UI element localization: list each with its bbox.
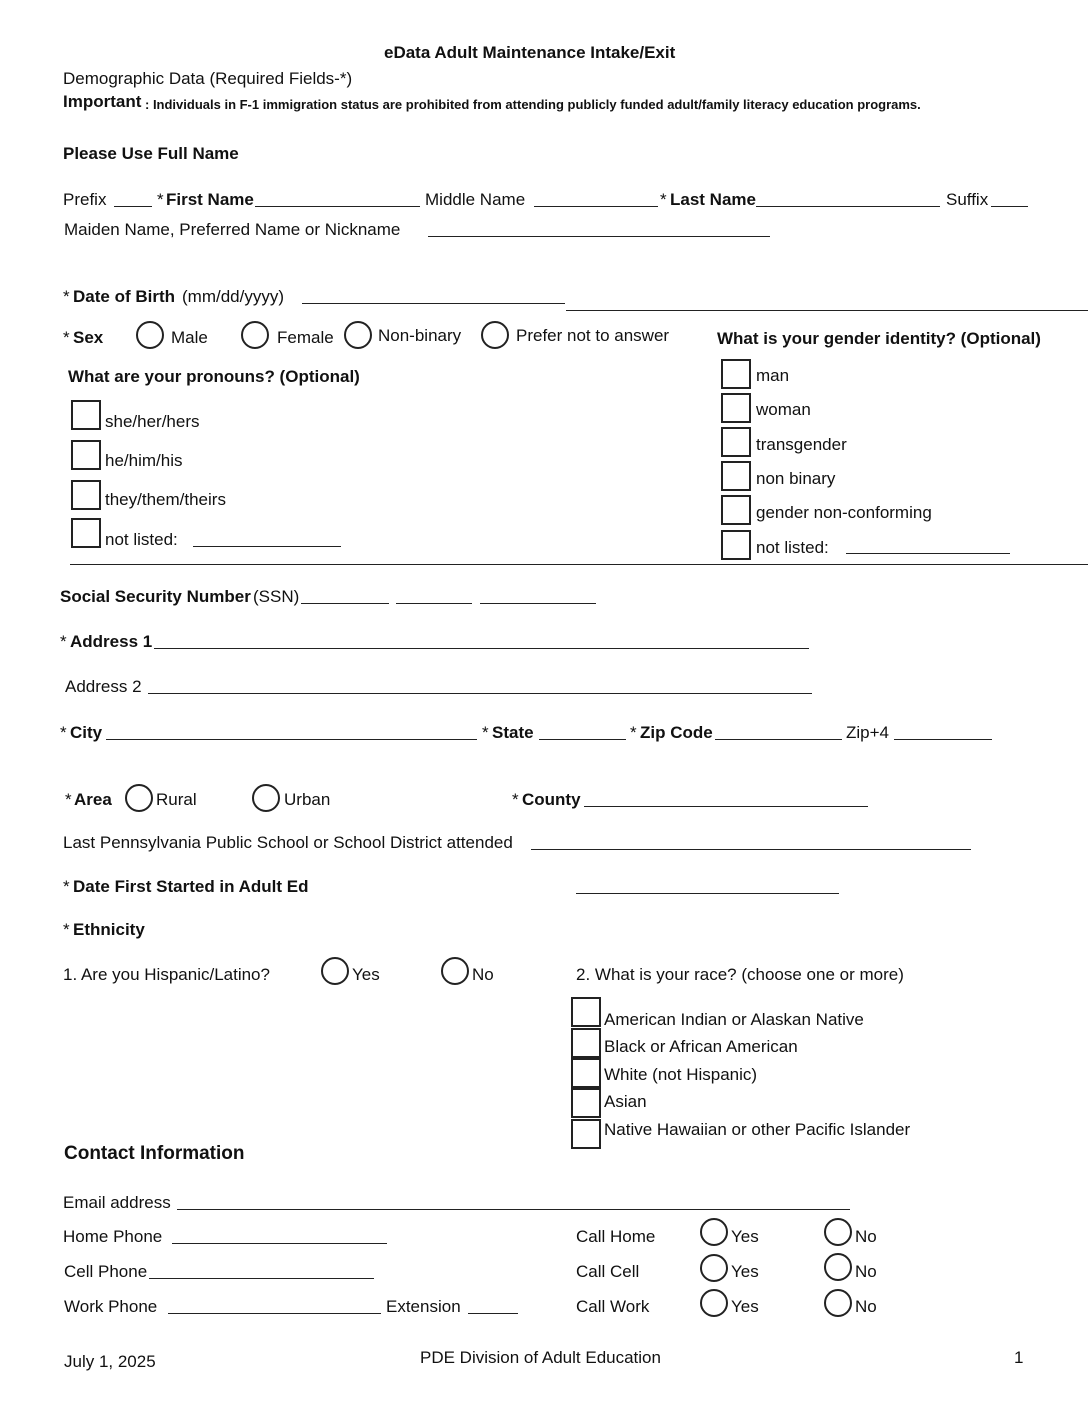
gender-not-listed-checkbox[interactable] <box>721 530 751 560</box>
address2-label: Address 2 <box>65 677 142 696</box>
important-label: Important <box>63 92 142 111</box>
gender-nonbinary-checkbox[interactable] <box>721 461 751 491</box>
call-home-yes-radio[interactable] <box>700 1218 728 1246</box>
area-urban-label: Urban <box>284 790 331 809</box>
maiden-name-label: Maiden Name, Preferred Name or Nickname <box>64 220 401 239</box>
middle-name-label: Middle Name <box>425 190 526 209</box>
address1-label: Address 1 <box>70 632 153 651</box>
pronoun-they-label: they/them/theirs <box>105 490 226 509</box>
race-black-label: Black or African American <box>604 1037 798 1056</box>
suffix-label: Suffix <box>946 190 989 209</box>
divider <box>566 310 1088 311</box>
zip-label: Zip Code <box>640 723 713 742</box>
race-white-label: White (not Hispanic) <box>604 1065 758 1084</box>
ssn-label: Social Security Number <box>60 587 251 606</box>
sex-female-label: Female <box>277 328 334 347</box>
pronouns-heading: What are your pronouns? (Optional) <box>68 367 360 386</box>
call-cell-no-label: No <box>855 1262 877 1281</box>
gender-not-listed-label: not listed: <box>756 538 829 557</box>
first-name-field[interactable] <box>255 206 420 207</box>
gender-nonconforming-checkbox[interactable] <box>721 495 751 525</box>
state-field[interactable] <box>539 739 626 740</box>
call-cell-yes-label: Yes <box>731 1262 759 1281</box>
work-phone-label: Work Phone <box>64 1297 158 1316</box>
race-american-indian-label: American Indian or Alaskan Native <box>604 1010 864 1029</box>
hispanic-question: 1. Are you Hispanic/Latino? <box>63 965 270 984</box>
pronoun-he-checkbox[interactable] <box>71 440 101 470</box>
sex-nonbinary-label: Non-binary <box>378 326 462 345</box>
gender-man-label: man <box>756 366 790 385</box>
address2-field[interactable] <box>148 693 812 694</box>
page-number: 1 <box>1014 1348 1024 1367</box>
school-label: Last Pennsylvania Public School or School District attended <box>63 833 513 852</box>
race-asian-checkbox[interactable] <box>571 1088 601 1118</box>
gender-transgender-label: transgender <box>756 435 847 454</box>
gender-heading: What is your gender identity? (Optional) <box>717 329 1041 348</box>
footer-org: PDE Division of Adult Education <box>420 1348 661 1367</box>
zip4-field[interactable] <box>894 739 992 740</box>
suffix-field[interactable] <box>991 206 1028 207</box>
state-label: State <box>492 723 534 742</box>
date-started-field[interactable] <box>576 893 839 894</box>
race-american-indian-checkbox[interactable] <box>571 997 601 1027</box>
pronoun-not-listed-label: not listed: <box>105 530 178 549</box>
last-name-label: Last Name <box>670 190 756 209</box>
last-name-field[interactable] <box>756 206 940 207</box>
sex-female-radio[interactable] <box>241 321 269 349</box>
ssn-part3-field[interactable] <box>480 603 596 604</box>
pronoun-they-checkbox[interactable] <box>71 480 101 510</box>
gender-man-checkbox[interactable] <box>721 359 751 389</box>
gender-woman-checkbox[interactable] <box>721 393 751 423</box>
call-work-yes-radio[interactable] <box>700 1289 728 1317</box>
first-name-label: First Name <box>166 190 254 209</box>
race-question: 2. What is your race? (choose one or more) <box>576 965 904 984</box>
call-cell-no-radio[interactable] <box>824 1253 852 1281</box>
form-title: eData Adult Maintenance Intake/Exit <box>384 43 676 62</box>
ethnicity-label: Ethnicity <box>73 920 145 939</box>
county-label: County <box>522 790 581 809</box>
pronoun-not-listed-field[interactable] <box>193 546 341 547</box>
gender-transgender-checkbox[interactable] <box>721 427 751 457</box>
sex-star: * <box>63 328 70 347</box>
maiden-name-field[interactable] <box>428 236 770 237</box>
sex-male-radio[interactable] <box>136 321 164 349</box>
dob-star: * <box>63 287 70 306</box>
gender-nonbinary-label: non binary <box>756 469 836 488</box>
pronoun-she-checkbox[interactable] <box>71 400 101 430</box>
area-rural-label: Rural <box>156 790 197 809</box>
home-phone-label: Home Phone <box>63 1227 163 1246</box>
ssn-part2-field[interactable] <box>396 603 472 604</box>
pronoun-not-listed-checkbox[interactable] <box>71 518 101 548</box>
date-started-star: * <box>63 877 70 896</box>
county-star: * <box>512 790 519 809</box>
address1-star: * <box>60 632 67 651</box>
date-started-label: Date First Started in Adult Ed <box>73 877 309 896</box>
county-field[interactable] <box>584 806 868 807</box>
work-phone-field[interactable] <box>168 1313 381 1314</box>
prefix-label: Prefix <box>63 190 107 209</box>
race-black-checkbox[interactable] <box>571 1028 601 1058</box>
cell-phone-label: Cell Phone <box>64 1262 148 1281</box>
area-star: * <box>65 790 72 809</box>
race-white-checkbox[interactable] <box>571 1058 601 1088</box>
zip4-label: Zip+4 <box>846 723 889 742</box>
state-star: * <box>482 723 489 742</box>
school-field[interactable] <box>531 849 971 850</box>
call-cell-label: Call Cell <box>576 1262 640 1281</box>
sex-prefer-not-label: Prefer not to answer <box>516 326 670 345</box>
form-subtitle: Demographic Data (Required Fields-*) <box>63 69 353 88</box>
sex-nonbinary-radio[interactable] <box>344 321 372 349</box>
home-phone-field[interactable] <box>172 1243 387 1244</box>
dob-field[interactable] <box>302 303 565 304</box>
address1-field[interactable] <box>154 648 809 649</box>
divider <box>70 564 1088 565</box>
email-label: Email address <box>63 1193 171 1212</box>
call-home-label: Call Home <box>576 1227 656 1246</box>
extension-field[interactable] <box>468 1313 518 1314</box>
important-notice: : Individuals in F-1 immigration status are prohibited from attending publicly funded adult/family literacy education programs. <box>145 97 921 112</box>
email-field[interactable] <box>177 1209 850 1210</box>
pronoun-she-label: she/her/hers <box>105 412 200 431</box>
call-work-no-label: No <box>855 1297 877 1316</box>
area-urban-radio[interactable] <box>252 784 280 812</box>
ethnicity-star: * <box>63 920 70 939</box>
gender-nonconforming-label: gender non-conforming <box>756 503 932 522</box>
call-home-yes-label: Yes <box>731 1227 759 1246</box>
race-asian-label: Asian <box>604 1092 647 1111</box>
call-home-no-label: No <box>855 1227 877 1246</box>
sex-male-label: Male <box>171 328 208 347</box>
sex-prefer-not-radio[interactable] <box>481 321 509 349</box>
ssn-part1-field[interactable] <box>301 603 389 604</box>
cell-phone-field[interactable] <box>149 1278 374 1279</box>
zip-star: * <box>630 723 637 742</box>
ssn-abbr: (SSN) <box>253 587 300 606</box>
city-star: * <box>60 723 67 742</box>
contact-heading: Contact Information <box>64 1143 245 1164</box>
pronoun-he-label: he/him/his <box>105 451 183 470</box>
city-field[interactable] <box>106 739 477 740</box>
zip-field[interactable] <box>715 739 842 740</box>
hispanic-yes-label: Yes <box>352 965 380 984</box>
area-label: Area <box>74 790 112 809</box>
call-home-no-radio[interactable] <box>824 1218 852 1246</box>
race-pacific-islander-label: Native Hawaiian or other Pacific Islander <box>604 1120 911 1139</box>
hispanic-no-label: No <box>472 965 494 984</box>
dob-format: (mm/dd/yyyy) <box>182 287 284 306</box>
footer-date: July 1, 2025 <box>64 1352 156 1371</box>
middle-name-field[interactable] <box>534 206 658 207</box>
area-rural-radio[interactable] <box>125 784 153 812</box>
hispanic-no-radio[interactable] <box>441 957 469 985</box>
extension-label: Extension <box>386 1297 461 1316</box>
prefix-field[interactable] <box>114 206 152 207</box>
last-name-star: * <box>660 190 667 209</box>
gender-not-listed-field[interactable] <box>846 553 1010 554</box>
call-cell-yes-radio[interactable] <box>700 1254 728 1282</box>
first-name-star: * <box>157 190 164 209</box>
gender-woman-label: woman <box>756 400 811 419</box>
city-label: City <box>70 723 103 742</box>
call-work-no-radio[interactable] <box>824 1289 852 1317</box>
sex-label: Sex <box>73 328 104 347</box>
race-pacific-islander-checkbox[interactable] <box>571 1119 601 1149</box>
hispanic-yes-radio[interactable] <box>321 957 349 985</box>
name-heading: Please Use Full Name <box>63 144 239 163</box>
call-work-yes-label: Yes <box>731 1297 759 1316</box>
dob-label: Date of Birth <box>73 287 175 306</box>
call-work-label: Call Work <box>576 1297 650 1316</box>
